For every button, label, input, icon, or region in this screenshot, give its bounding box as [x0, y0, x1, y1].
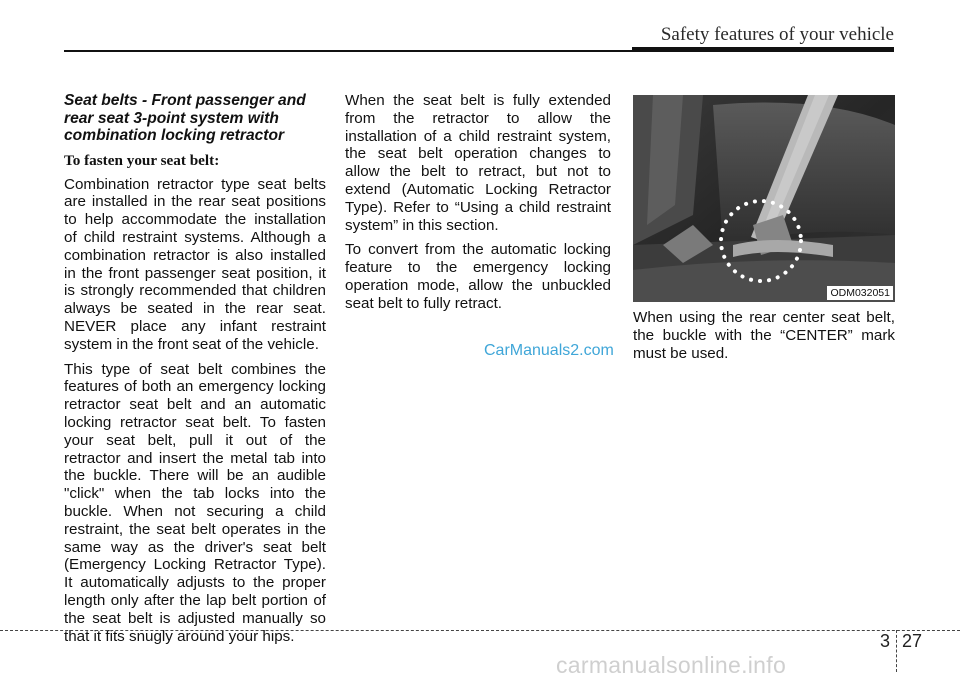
paragraph: When using the rear center seat belt, the buckle with the “CENTER” mark must be used.	[633, 309, 895, 362]
site-watermark: carmanualsonline.info	[556, 652, 787, 678]
paragraph: Combination retractor type seat belts are installed in the rear seat positions to help accommodate the installation of child restraint systems. Although a combination retractor is also installed in the front passenger seat position, it is strongly recommended that children always be seated in the rear seat. NEVER place any infant restraint system in the front seat of the vehicle.	[64, 175, 326, 353]
subheading: To fasten your seat belt:	[64, 151, 220, 169]
text-column-left	[64, 92, 326, 652]
seat-belt-buckle-photo	[633, 95, 895, 302]
paragraph: This type of seat belt combines the features of both an emergency locking retractor seat belt and an automatic locking retractor seat belt. To fasten your seat belt, pull it out of the retractor and insert the metal tab into the buckle. There will be an audible "click" when the tab locks into the buckle. When not securing a child restraint, the seat belt operates in the same way as the driver's seat belt (Emergency Locking Retractor Type). It automatically adjusts to the proper length only after the lap belt portion of the seat belt is adjusted manually so that it fits snugly around your hips.	[64, 360, 326, 645]
section-title: Seat belts - Front passenger and rear seat 3-point system with combination locking retractor	[64, 92, 306, 145]
header-rule	[64, 50, 632, 52]
figure-code: ODM032051	[827, 286, 893, 300]
section-number: 3	[880, 631, 891, 651]
paragraph: When the seat belt is fully extended from the retractor to allow the installation of a child restraint system, the seat belt operation changes to allow the belt to retract, but not to extend (Automatic Locking Retractor Type). Refer to “Using a child restraint system” in this section.	[345, 92, 611, 234]
footer-rule	[0, 630, 960, 631]
text-column-middle	[345, 92, 611, 320]
page-number: 27	[902, 631, 923, 651]
watermark: CarManuals2.com	[484, 342, 614, 359]
seat-belt-illustration	[633, 95, 895, 302]
header-title: Safety features of your vehicle	[660, 24, 894, 45]
header-rule-accent	[632, 47, 894, 52]
footer-divider	[896, 630, 897, 672]
paragraph: To convert from the automatic locking feature to the emergency locking operation mode, allow the unbuckled seat belt to fully retract.	[345, 241, 611, 312]
text-column-right	[633, 309, 895, 369]
